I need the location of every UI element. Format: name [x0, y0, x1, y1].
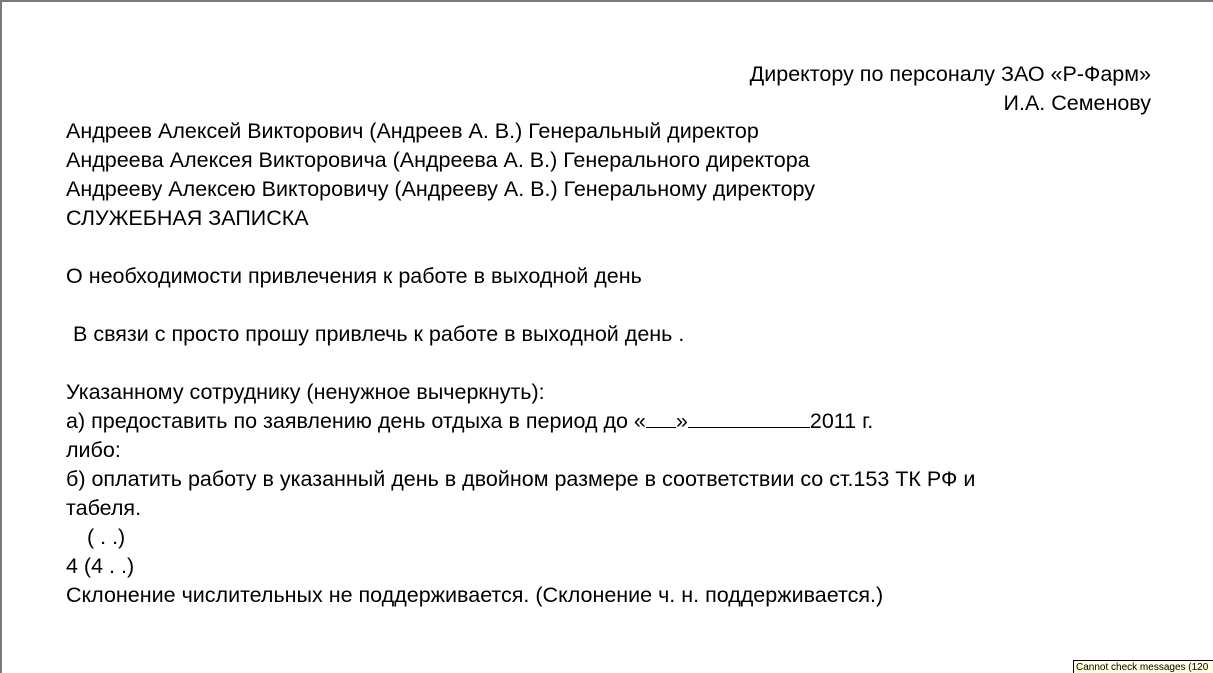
addressee-position: Директору по персоналу ЗАО «Р-Фарм» — [749, 62, 1151, 86]
sender-nominative: Андреев Алексей Викторович (Андреев А. В.) Генеральный директор — [66, 119, 759, 143]
document-title: СЛУЖЕБНАЯ ЗАПИСКА — [66, 206, 309, 230]
sender-genitive: Андреева Алексея Викторовича (Андреева А. В.) Генерального директора — [66, 148, 810, 172]
sender-dative: Андрееву Алексею Викторовичу (Андрееву А. В.) Генеральному директору — [66, 177, 816, 201]
status-notification[interactable]: Cannot check messages (120 — [1073, 660, 1213, 673]
spacer — [66, 233, 1156, 262]
request-text: В связи с просто прошу привлечь к работе в выходной день . — [73, 322, 685, 346]
document-body — [66, 117, 1156, 610]
spacer — [66, 349, 1156, 378]
count-text: 4 (4 . .) — [66, 554, 135, 578]
placeholder-parens: ( . .) — [87, 525, 126, 549]
option-a — [66, 407, 1156, 436]
spacer — [66, 291, 1156, 320]
document-subject: О необходимости привлечения к работе в выходной день — [66, 264, 642, 288]
option-or: либо: — [66, 438, 121, 462]
option-b-line2: табеля. — [66, 496, 142, 520]
option-b-line1: б) оплатить работу в указанный день в двойном размере в соответствии со ст.153 ТК РФ и — [66, 467, 976, 491]
addressee-name: И.А. Семенову — [1003, 91, 1151, 115]
day-blank — [646, 407, 676, 428]
options-intro: Указанному сотруднику (ненужное вычеркнуть): — [66, 380, 545, 404]
declension-note: Склонение числительных не поддерживается. (Склонение ч. н. поддерживается.) — [66, 583, 884, 607]
option-a-suffix: 2011 г. — [809, 409, 874, 433]
month-blank — [688, 407, 810, 428]
option-a-mid: » — [675, 409, 688, 433]
option-a-prefix: а) предоставить по заявлению день отдыха в период до « — [66, 409, 646, 433]
addressee-block — [750, 60, 1151, 118]
